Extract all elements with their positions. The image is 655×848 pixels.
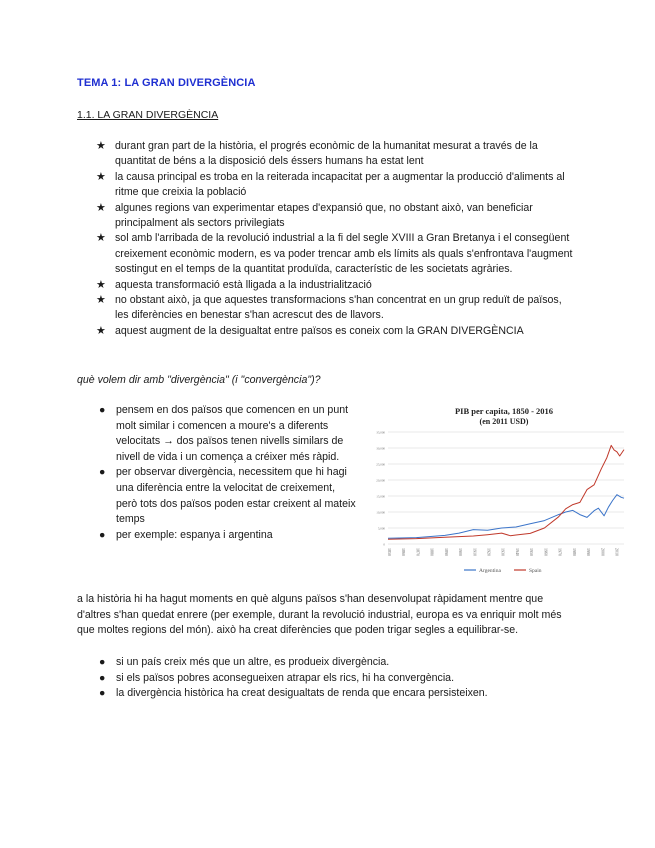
chart-x-tick-labels [387, 548, 619, 556]
bullet-icon: ● [99, 656, 106, 668]
list-item: ★ aquesta transformació està lligada a la industrialització [96, 278, 574, 293]
y-tick-label: 35,000 [376, 430, 385, 435]
question-heading: què volem dir amb "divergència" (i "convergència")? [77, 374, 321, 386]
chart-title: PIB per capita, 1850 - 2016 [454, 406, 554, 416]
x-tick-label: 1940 [514, 548, 520, 556]
list-item: ● pensem en dos països que comencen en un punt molt similar i comencen a moure's a diferents velocitats → dos països tenen nivells similars de nivell de vida i un comença a créixer més ràpid. [99, 404, 349, 463]
list-item: ★ aquest augment de la desigualtat entre països es coneix com la GRAN DIVERGÈNCIA [96, 324, 574, 339]
x-tick-label: 1960 [543, 548, 549, 556]
x-tick-label: 1990 [586, 548, 592, 556]
list-item: ★ durant gran part de la història, el progrés econòmic de la humanitat mesurat a través de la quantitat de béns a la disposició dels éssers humans ha estat lent [96, 140, 538, 168]
series-line-argentina [388, 495, 624, 539]
star-bullet-list [96, 139, 574, 339]
series-line-spain [388, 445, 624, 539]
x-tick-label: 1980 [571, 548, 577, 556]
y-tick-label: 5,000 [377, 526, 385, 531]
star-icon: ★ [96, 140, 106, 152]
x-tick-label: 1900 [458, 548, 464, 556]
body-paragraph: a la història hi ha hagut moments en què alguns països s'han desenvolupat ràpidament mentre que d'altres s'han quedat enrere (per exemple, durant la revolució industrial, europa es va enriquir molt més que moltes regions del món). això ha creat diferències que poden trigar segles a equilibrar-se. [77, 593, 562, 637]
x-tick-label: 1910 [472, 548, 478, 556]
chart-series-lines [388, 445, 624, 539]
list-item: ● si un país creix més que un altre, es produeix divergència. [96, 655, 576, 671]
gdp-line-chart [368, 402, 630, 584]
list-item: ● per observar divergència, necessitem que hi hagi una diferència entre la velocitat de creixement, però tots dos països poden estar creixent al mateix temps [99, 466, 356, 526]
legend-label: Argentina [479, 568, 501, 574]
bullet-icon: ● [99, 671, 106, 684]
x-tick-label: 1880 [429, 548, 435, 556]
list-item: ● per exemple: espanya i argentina [96, 528, 358, 544]
y-tick-label: 20,000 [376, 478, 385, 483]
dot-bullet-list [96, 403, 358, 543]
x-tick-label: 1850 [387, 548, 392, 556]
chart-legend [464, 568, 542, 574]
section-subtitle: 1.1. LA GRAN DIVERGÈNCIA [77, 109, 219, 121]
star-icon: ★ [96, 278, 106, 291]
x-tick-label: 1860 [401, 548, 407, 556]
y-tick-label: 25,000 [376, 462, 385, 467]
list-item: ★ algunes regions van experimentar etapes d'expansió que, no obstant això, van beneficiar principalment als sectors privilegiats [96, 201, 533, 230]
y-tick-label: 15,000 [376, 494, 385, 499]
x-tick-label: 1870 [415, 548, 421, 556]
x-tick-label: 1950 [529, 548, 535, 556]
bullet-icon: ● [99, 528, 106, 541]
list-item: ● si els països pobres aconsegueixen atrapar els rics, hi ha convergència. [96, 671, 576, 687]
bullet-icon: ● [99, 687, 106, 700]
list-item: ★ la causa principal es troba en la reiterada incapacitat per a augmentar la producció d'aliments al ritme que creixia la població [96, 170, 565, 199]
x-tick-label: 1890 [443, 548, 449, 556]
y-tick-label: 0 [383, 542, 385, 547]
list-item: ★ sol amb l'arribada de la revolució industrial a la fi del segle XVIII a Gran Bretanya i el consegüent creixement econòmic modern, es va poder trencar amb els límits als quals s'enfrontava l'augment sostingut en el temps de la quantitat produïda, característic de les societats agràries. [96, 232, 573, 276]
bullet-icon: ● [99, 466, 106, 479]
legend-label: Spain [529, 568, 542, 574]
page-title: TEMA 1: LA GRAN DIVERGÈNCIA [77, 77, 256, 89]
star-icon: ★ [96, 324, 106, 337]
y-tick-label: 10,000 [376, 510, 385, 515]
x-tick-label: 1930 [500, 548, 506, 556]
y-tick-label: 30,000 [376, 446, 385, 451]
x-tick-label: 2000 [600, 548, 606, 556]
star-icon: ★ [96, 170, 106, 183]
list-item: ● la divergència històrica ha creat desigualtats de renda que encara persisteixen. [96, 686, 576, 702]
star-icon: ★ [96, 294, 106, 307]
x-tick-label: 2010 [614, 548, 620, 556]
bullet-icon: ● [99, 404, 106, 416]
x-tick-label: 1970 [557, 548, 563, 556]
chart-subtitle: (en 2011 USD) [479, 417, 529, 426]
summary-bullet-list [96, 655, 576, 702]
star-icon: ★ [96, 232, 106, 245]
list-item: ★ no obstant això, ja que aquestes transformacions s'han concentrat en un grup reduït de països, les diferències en benestar s'han acrescut des de llavors. [96, 294, 562, 322]
x-tick-label: 1920 [486, 548, 492, 556]
star-icon: ★ [96, 201, 106, 214]
chart-y-tick-labels [376, 431, 385, 547]
